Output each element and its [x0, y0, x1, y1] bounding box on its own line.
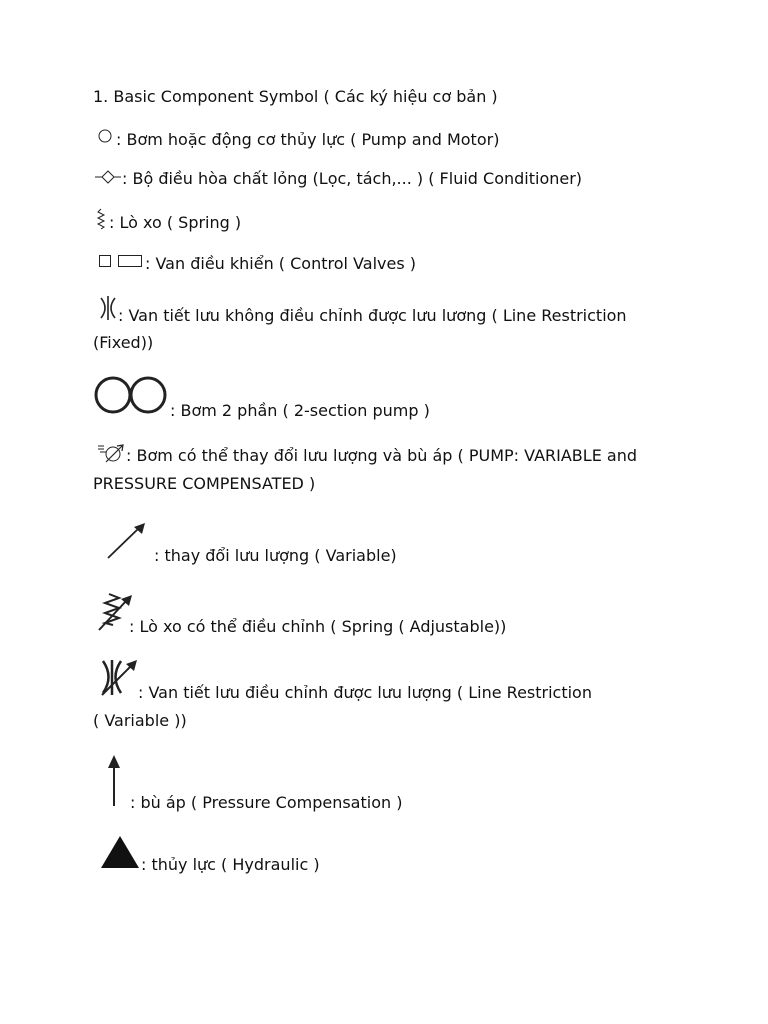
item-variable-pump: : Bơm có thể thay đổi lưu lượng và bù áp ( PUMP: VARIABLE and	[126, 446, 637, 465]
item-pressure-compensation: : bù áp ( Pressure Compensation )	[130, 793, 403, 812]
item-variable-restriction-cont: ( Variable ))	[93, 711, 187, 730]
line-restriction-icon	[98, 295, 118, 321]
squares-icon	[98, 253, 144, 269]
item-control-valves: : Van điều khiển ( Control Valves )	[145, 254, 416, 273]
triangle-icon	[99, 834, 141, 870]
variable-pump-icon	[97, 442, 127, 464]
item-variable-restriction: : Van tiết lưu điều chỉnh được lưu lượng ( Line Restriction	[138, 683, 592, 702]
item-spring: : Lò xo ( Spring )	[109, 213, 242, 232]
double-circle-icon	[93, 374, 171, 416]
variable-restriction-icon	[98, 657, 140, 699]
item-two-section-pump: : Bơm 2 phần ( 2-section pump )	[170, 401, 430, 420]
item-variable-pump-cont: PRESSURE COMPENSATED )	[93, 474, 316, 493]
spring-icon	[95, 208, 107, 230]
diagonal-arrow-icon	[105, 521, 147, 561]
item-hydraulic: : thủy lực ( Hydraulic )	[141, 855, 320, 874]
item-adjustable-spring: : Lò xo có thể điều chỉnh ( Spring ( Adjustable))	[129, 617, 507, 636]
circle-icon	[97, 128, 113, 144]
up-arrow-icon	[104, 754, 124, 808]
item-line-restriction-fixed-cont: (Fixed))	[93, 333, 154, 352]
item-line-restriction-fixed: : Van tiết lưu không điều chỉnh được lưu lương ( Line Restriction	[118, 306, 627, 325]
item-pump-motor: : Bơm hoặc động cơ thủy lực ( Pump and Motor)	[116, 130, 500, 149]
item-variable: : thay đổi lưu lượng ( Variable)	[154, 546, 397, 565]
item-fluid-conditioner: : Bộ điều hòa chất lỏng (Lọc, tách,... ) ( Fluid Conditioner)	[122, 169, 583, 188]
diamond-icon	[94, 168, 122, 186]
page-title: 1. Basic Component Symbol ( Các ký hiệu cơ bản )	[93, 87, 498, 106]
